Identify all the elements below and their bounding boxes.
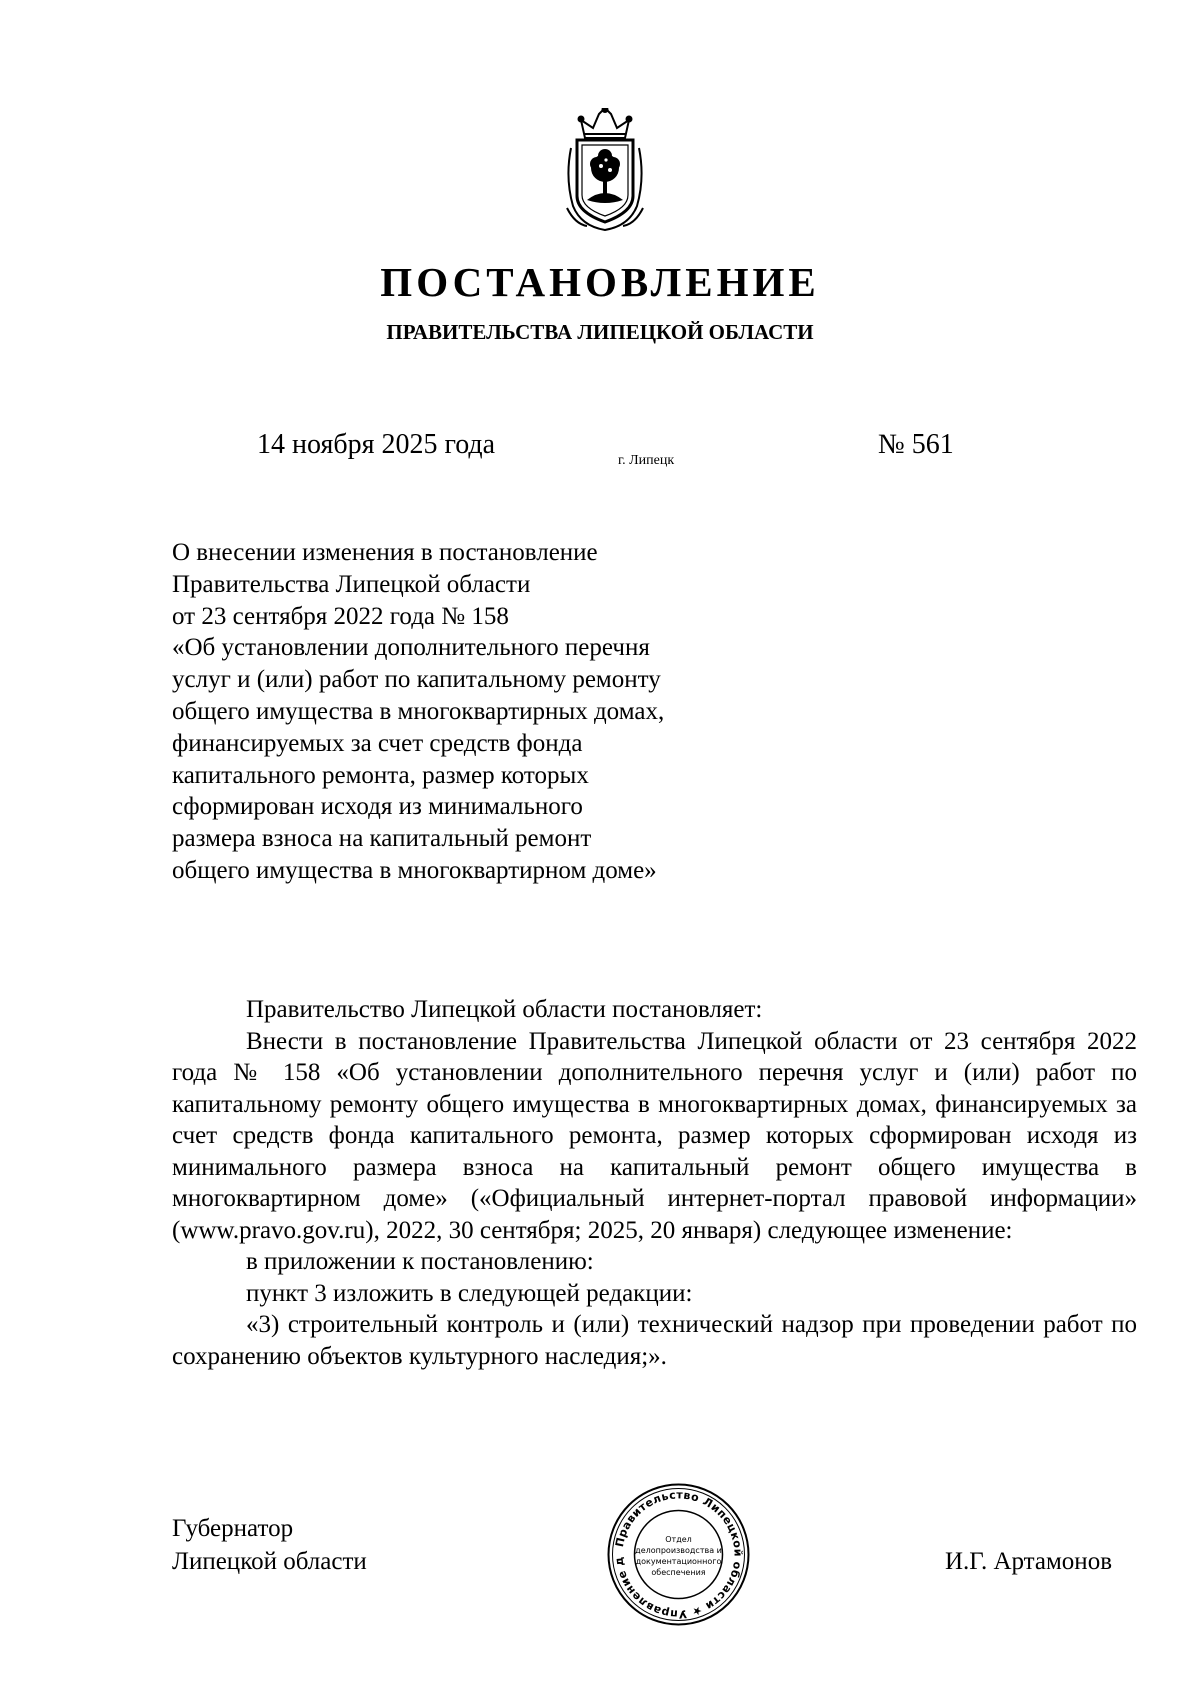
- document-date: 14 ноября 2025 года: [257, 429, 496, 460]
- heading-line: сформирован исходя из минимального: [172, 793, 583, 821]
- signatory-name: И.Г. Артамонов: [945, 1548, 1112, 1575]
- heading-line: услуг и (или) работ по капитальному ремонту: [172, 666, 661, 694]
- stamp-inner-line: Отдел: [665, 1535, 692, 1544]
- official-seal-stamp: [606, 1482, 751, 1627]
- heading-line: размера взноса на капитальный ремонт: [172, 825, 592, 853]
- heading-line: общего имущества в многоквартирном доме»: [172, 856, 657, 884]
- heading-line: О внесении изменения в постановление: [172, 539, 598, 566]
- signatory-position: [172, 1512, 367, 1578]
- body-paragraph: «3) строительный контроль и (или) технический надзор при проведении работ по сохранению объектов культурного наследия;».: [172, 1311, 1137, 1370]
- body-paragraph: в приложении к постановлению:: [246, 1248, 594, 1275]
- heading-line: капитального ремонта, размер которых: [172, 761, 589, 789]
- crown-icon: [579, 108, 632, 138]
- heading-line: финансируемых за счет средств фонда: [172, 729, 583, 757]
- body-paragraph: Правительство Липецкой области постановляет:: [246, 996, 763, 1023]
- stamp-inner-line: документационного: [635, 1557, 722, 1566]
- heading-line: «Об установлении дополнительного перечня: [172, 634, 650, 662]
- issuing-authority: ПРАВИТЕЛЬСТВА ЛИПЕЦКОЙ ОБЛАСТИ: [386, 320, 814, 344]
- coat-of-arms-emblem: [561, 108, 650, 232]
- body-paragraph: Внести в постановление Правительства Липецкой области от 23 сентября 2022 года № 158 «Об установлении дополнительного перечня услуг и (или) работ по капитальному ремонту общего имущества в многоквартирных домах, финансируемых за счет средств фонда капитального ремонта, размер которых сформирован исходя из минимального размера взноса на капитальный ремонт общего имущества в многоквартирном доме» («Официальный интернет-портал правовой информации» (www.pravo.gov.ru), 2022, 30 сентября; 2025, 20 января) следующее изменение:: [172, 1027, 1137, 1244]
- document-city: г. Липецк: [618, 453, 675, 468]
- position-line: Губернатор: [172, 1515, 294, 1542]
- stamp-outer-text: Правительство Липецкой области ★ Управление д: [612, 1488, 745, 1621]
- position-line: Липецкой области: [172, 1548, 367, 1575]
- document-heading: [172, 537, 812, 887]
- document-body: [172, 994, 1137, 1372]
- document-title: ПОСТАНОВЛЕНИЕ: [380, 259, 820, 305]
- stamp-inner-line: делопроизводства и: [635, 1546, 722, 1555]
- heading-line: общего имущества в многоквартирных домах,: [172, 697, 665, 725]
- heading-line: Правительства Липецкой области: [172, 570, 531, 598]
- body-paragraph: пункт 3 изложить в следующей редакции:: [246, 1279, 693, 1307]
- stamp-inner-line: обеспечения: [651, 1568, 706, 1577]
- document-number: № 561: [878, 429, 954, 460]
- heading-line: от 23 сентября 2022 года № 158: [172, 602, 509, 630]
